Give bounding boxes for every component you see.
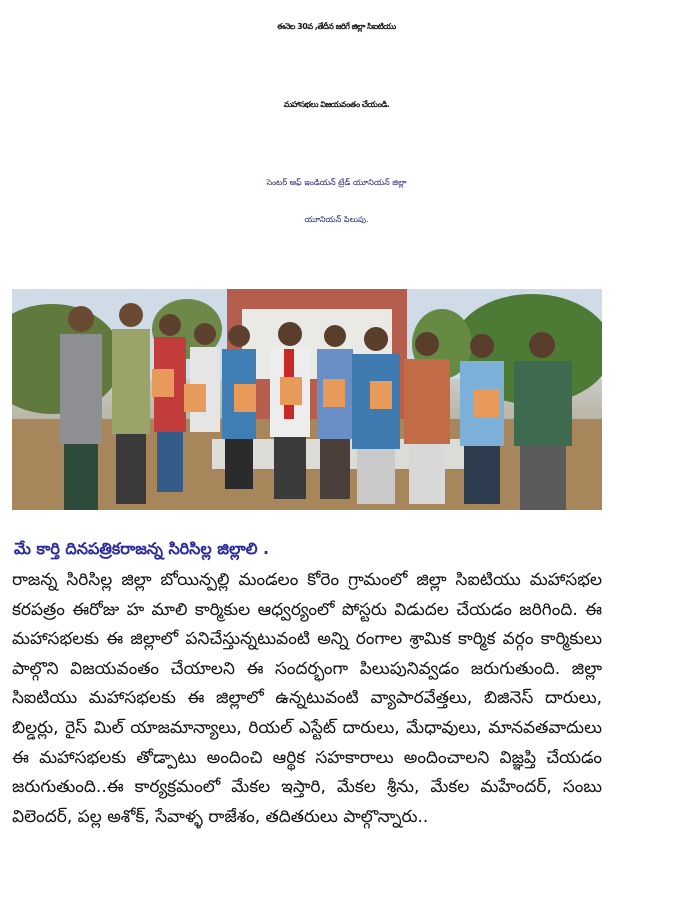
- subheadline-line-1: సెంటర్ ఆఫ్ ఇండియన్ ట్రేడ్ యూనియన్ జిల్లా: [266, 178, 407, 187]
- article-body: [12, 566, 602, 832]
- headline-line-2: మహాసభలు విజయవంతం చేయండి.: [283, 100, 390, 109]
- headline-line-1: ఈనెల 30వ ,తేదీన జరిగే జిల్లా సిఐటియు: [277, 22, 396, 31]
- subheadline-line-2: యూనియన్ పిలుపు.: [304, 215, 369, 224]
- article-paragraph: రాజన్న సిరిసిల్ల జిల్లా బోయిన్పల్లి మండలం కోరెం గ్రామంలో జిల్లా సిఐటియు మహాసభల కరపత్రం ఈరోజు హ మాలి కార్మికుల ఆధ్వర్యంలో పోస్టరు విడుదల చేయడం జరిగింది. ఈ మహాసభలకు ఈ జిల్లాలో పనిచేస్తున్నటువంటి అన్ని రంగాల శ్రామిక కార్మిక వర్గం కార్మికులు పాల్గొని విజయవంతం చేయాలని ఈ సందర్భంగా పిలుపునివ్వడం జరుగుతుంది. జిల్లా సిఐటియు మహాసభలకు ఈ జిల్లాలో ఉన్నటువంటి వ్యాపారవేత్తలు, బిజినెస్ దారులు, బిల్డర్లు, రైస్ మిల్ యాజమాన్యాలు, రియల్ ఎస్టేట్ దారులు, మేధావులు, మానవతవాదులు ఈ మహాసభలకు తోడ్పాటు అందించి ఆర్థిక సహకారాలు అందించాలని విజ్ఞప్తి చేయడం జరుగుతుంది..ఈ కార్యక్రమంలో మేకల ఇస్తారి, మేకల శ్రీను, మేకల మహేందర్, సంబు విలెందర్, పల్ల అశోక్, సేవాళ్ళ రాజేశం, తదితరులు పాల్గొన్నారు..: [12, 570, 602, 827]
- dateline: మే కార్తి దినపత్రికరాజన్న సిరిసిల్ల జిల్లాలి .: [14, 539, 270, 558]
- news-photo: [12, 289, 602, 510]
